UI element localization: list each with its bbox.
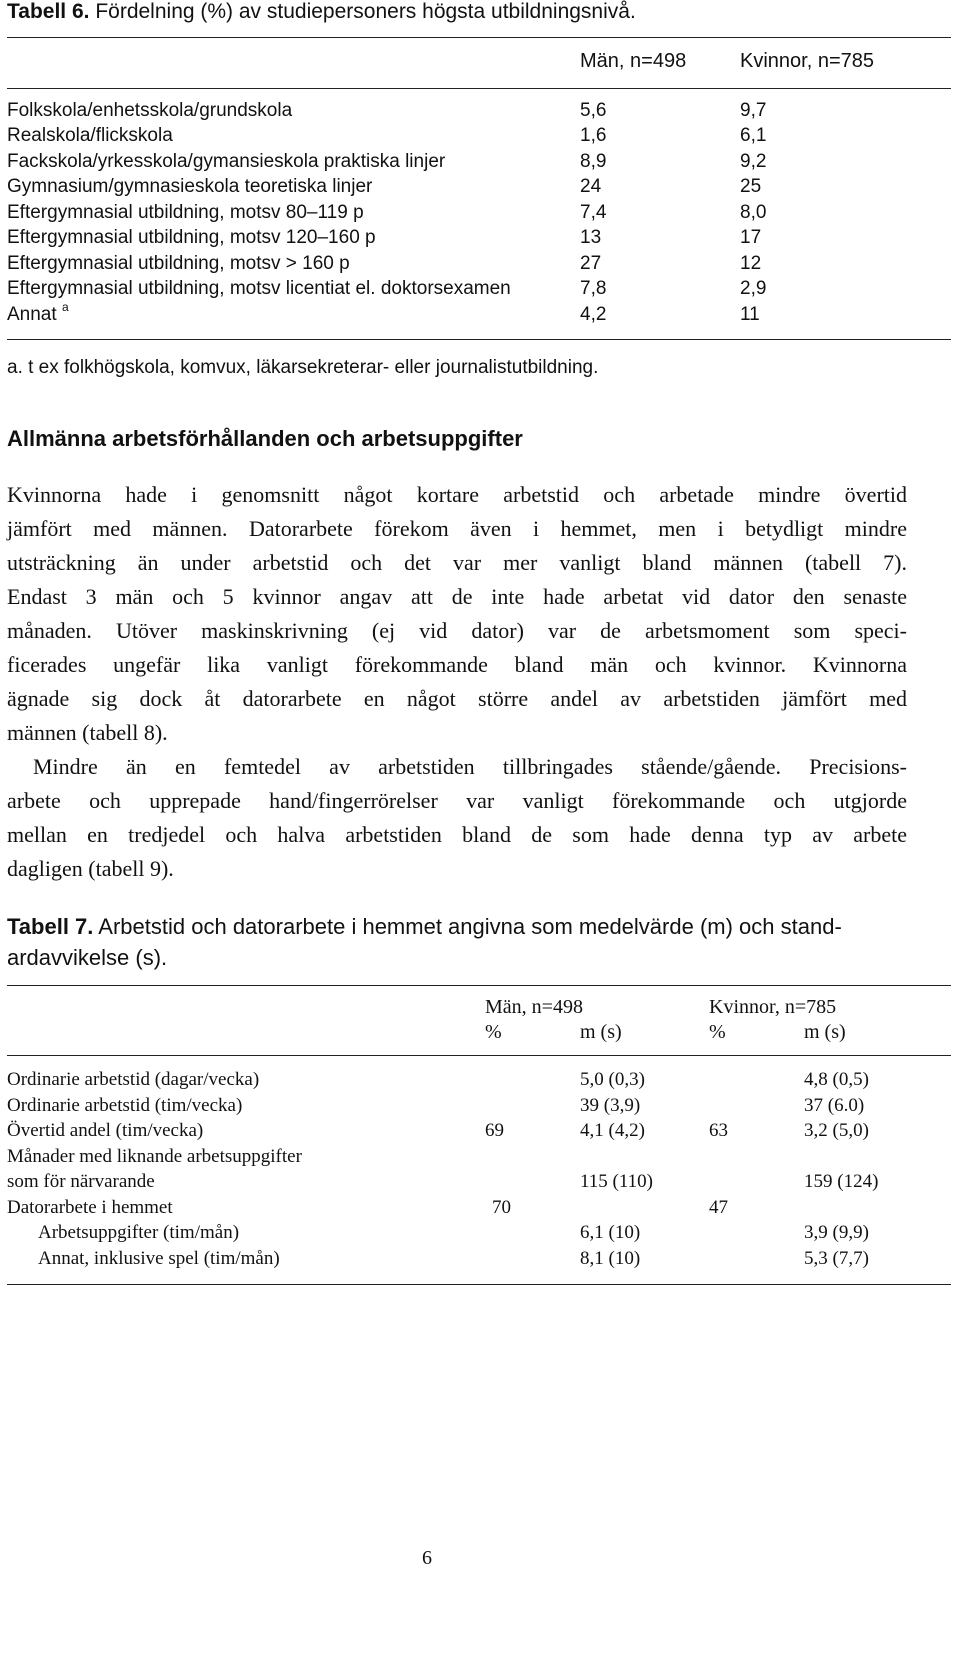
table6-row-label: Eftergymnasial utbildning, motsv 80–119 p: [7, 202, 364, 223]
footnote-marker: a: [61, 300, 69, 314]
paragraph-line: männen (tabell 8).: [7, 720, 168, 745]
table7-caption-line: [7, 911, 907, 942]
table7-col-women: Kvinnor, n=785: [709, 996, 837, 1018]
table7-bottom-rule: [7, 1284, 951, 1285]
table7-row-label: Ordinarie arbetstid (dagar/vecka): [7, 1069, 260, 1090]
table6-row-women: 2,9: [740, 278, 767, 299]
table7-women-pct: 47: [709, 1197, 728, 1218]
table6-caption: [7, 0, 636, 24]
table7-women-ms: 159 (124): [804, 1171, 879, 1192]
table7-sub-men-ms: m (s): [580, 1021, 622, 1043]
table6-row-label-text: Annat: [7, 304, 62, 325]
paragraph-line: mellan en tredjedel och halva arbetstiden bland de som hade denna typ av arbete: [7, 822, 907, 847]
paragraph-1: [7, 478, 907, 750]
paragraph-line: jämfört med männen. Datorarbete förekom även i hemmet, men i betydligt mindre: [7, 516, 907, 541]
paragraph-line: månaden. Utöver maskinskrivning (ej vid dator) var de arbetsmoment som speci-: [7, 618, 907, 643]
table6-row-women: 9,7: [740, 100, 767, 121]
table6-row-men: 1,6: [580, 125, 607, 146]
table7-women-ms: 37 (6.0): [804, 1095, 865, 1116]
table6-row: [0, 176, 960, 202]
table7-col-men: Män, n=498: [485, 996, 583, 1018]
section-heading: Allmänna arbetsförhållanden och arbetsuppgifter: [7, 426, 523, 451]
table6-row-label: Eftergymnasial utbildning, motsv 120–160 p: [7, 227, 376, 248]
table7-women-ms: 4,8 (0,5): [804, 1069, 869, 1090]
table7-women-pct: 63: [709, 1120, 728, 1141]
table6-row-men: 7,4: [580, 202, 607, 223]
table7-caption-line: ardavvikelse (s).: [7, 945, 168, 970]
table6-col-men: Män, n=498: [580, 50, 687, 72]
table6-bottom-rule: [7, 339, 951, 340]
table7-sub-women-pct: %: [709, 1021, 726, 1043]
table7-header-rule: [7, 1055, 951, 1056]
table7-men-ms: 6,1 (10): [580, 1222, 641, 1243]
table6-row-label: Folkskola/enhetsskola/grundskola: [7, 100, 293, 121]
table6-row-label: [7, 300, 69, 326]
table7-sub-women-ms: m (s): [804, 1021, 846, 1043]
table6-row: [0, 125, 960, 151]
table6-row-label: Eftergymnasial utbildning, motsv licentiat el. doktorsexamen: [7, 278, 511, 299]
paragraph-line: dagligen (tabell 9).: [7, 856, 174, 881]
table6-row: [0, 300, 960, 330]
table7-row: [0, 1248, 960, 1274]
table7-caption-text: Arbetstid och datorarbete i hemmet angivna som medelvärde (m) och stand-: [93, 914, 842, 939]
table6-row-men: 7,8: [580, 278, 607, 299]
table6-row-men: 27: [580, 253, 602, 274]
table6-row: [0, 227, 960, 253]
table6-row: [0, 100, 960, 126]
paragraph-2: [7, 750, 907, 886]
table7-caption: [7, 911, 907, 973]
paragraph-line: ficerades ungefär lika vanligt förekommande bland män och kvinnor. Kvinnorna: [7, 652, 907, 677]
paragraph-line: Mindre än en femtedel av arbetstiden tillbringades stående/gående. Precisions-: [33, 754, 907, 779]
table7-caption-label: Tabell 7.: [7, 914, 94, 939]
table7-row-label: Annat, inklusive spel (tim/mån): [38, 1248, 280, 1269]
table6-row: [0, 253, 960, 279]
table7-row-label: Ordinarie arbetstid (tim/vecka): [7, 1095, 243, 1116]
table7-row-label: Övertid andel (tim/vecka): [7, 1120, 204, 1141]
table6-caption-text: Fördelning (%) av studiepersoners högsta utbildningsnivå.: [89, 0, 636, 23]
table7-men-ms: 5,0 (0,3): [580, 1069, 645, 1090]
table7-women-ms: 3,2 (5,0): [804, 1120, 869, 1141]
table6-row-women: 17: [740, 227, 762, 248]
table6-row-women: 11: [740, 304, 760, 325]
table7-row: [0, 1171, 960, 1197]
table7-sub-men-pct: %: [485, 1021, 502, 1043]
table6-row-label: Gymnasium/gymnasieskola teoretiska linjer: [7, 176, 373, 197]
table6-row: [0, 151, 960, 177]
table6-row-men: 13: [580, 227, 602, 248]
table6-row-men: 8,9: [580, 151, 607, 172]
table6-caption-label: Tabell 6.: [7, 0, 90, 23]
table7-women-ms: 3,9 (9,9): [804, 1222, 869, 1243]
table6-row-men: 24: [580, 176, 602, 197]
table7-row-label: Månader med liknande arbetsuppgifter: [7, 1146, 302, 1167]
table7-women-ms: 5,3 (7,7): [804, 1248, 869, 1269]
table7-row: [0, 1222, 960, 1248]
table6-row: [0, 278, 960, 304]
table7-men-ms: 39 (3,9): [580, 1095, 641, 1116]
table6-row: [0, 202, 960, 228]
table7-row: [0, 1095, 960, 1121]
table6-col-women: Kvinnor, n=785: [740, 50, 874, 72]
page-number: 6: [422, 1547, 432, 1569]
table6-row-women: 6,1: [740, 125, 767, 146]
table6-top-rule: [7, 37, 951, 38]
table7-row-label: Arbetsuppgifter (tim/mån): [38, 1222, 240, 1243]
table6-row-women: 8,0: [740, 202, 767, 223]
table6-row-men: 5,6: [580, 100, 607, 121]
table7-men-ms: 4,1 (4,2): [580, 1120, 645, 1141]
table7-row: [0, 1197, 960, 1223]
table7-row: [0, 1069, 960, 1095]
table7-top-rule: [7, 985, 951, 986]
table6-row-label: Fackskola/yrkesskola/gymansieskola praktiska linjer: [7, 151, 446, 172]
table7-row: [0, 1120, 960, 1146]
paragraph-line: arbete och upprepade hand/fingerrörelser var vanligt förekommande och utgjorde: [7, 788, 907, 813]
table7-men-pct: 70: [492, 1197, 511, 1218]
paragraph-line: utsträckning än under arbetstid och det var mer vanligt bland männen (tabell 7).: [7, 550, 907, 575]
table7-men-pct: 69: [485, 1120, 504, 1141]
table6-header-rule: [7, 88, 951, 89]
table6-row-men: 4,2: [580, 304, 607, 325]
table6-row-label: Eftergymnasial utbildning, motsv > 160 p: [7, 253, 350, 274]
table6-row-label: Realskola/flickskola: [7, 125, 173, 146]
table7-row-label: som för närvarande: [7, 1171, 155, 1192]
table7-row-label: Datorarbete i hemmet: [7, 1197, 173, 1218]
table6-row-women: 12: [740, 253, 762, 274]
paragraph-line: Endast 3 män och 5 kvinnor angav att de inte hade arbetat vid dator den senaste: [7, 584, 907, 609]
table7-row: [0, 1146, 960, 1172]
paragraph-line: ägnade sig dock åt datorarbete en något större andel av arbetstiden jämfört med: [7, 686, 907, 711]
table6-footnote: a. t ex folkhögskola, komvux, läkarsekreterar- eller journalistutbildning.: [7, 357, 599, 378]
table7-men-ms: 115 (110): [580, 1171, 653, 1192]
table7-men-ms: 8,1 (10): [580, 1248, 641, 1269]
paragraph-line: Kvinnorna hade i genomsnitt något kortare arbetstid och arbetade mindre övertid: [7, 482, 907, 507]
table6-row-women: 25: [740, 176, 762, 197]
table6-row-women: 9,2: [740, 151, 767, 172]
